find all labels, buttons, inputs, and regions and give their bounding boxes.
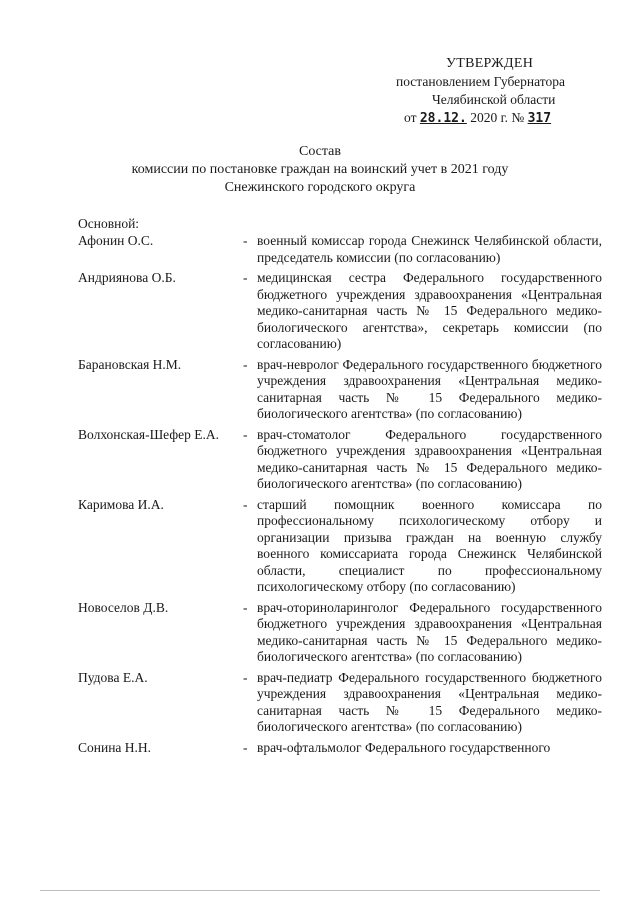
member-role: врач-оториноларинголог Федерального государственного бюджетного учреждения здравоохранения «Центральная медико-санитарная часть № 15 Федерального медико-биологического агентства» (по согласованию) bbox=[257, 599, 602, 664]
member-role: врач-невролог Федерального государственного бюджетного учреждения здравоохранения «Центральная медико-санитарная часть № 15 Федерального медико-биологического агентства» (по согласованию) bbox=[257, 356, 602, 421]
approval-date-line bbox=[396, 109, 606, 128]
member-name: Барановская Н.М. bbox=[78, 356, 182, 372]
heading-subtitle: комиссии по постановке граждан на воинский учет в 2021 году bbox=[131, 162, 509, 177]
member-dash: - bbox=[243, 739, 248, 755]
approval-number: 317 bbox=[527, 111, 552, 126]
approval-line-region: Челябинской области bbox=[432, 92, 556, 107]
heading-title: Состав bbox=[298, 144, 341, 159]
member-dash: - bbox=[243, 599, 248, 615]
member-role: медицинская сестра Федерального государственного бюджетного учреждения здравоохранения «Центральная медико-санитарная часть № 15 Федерального медико-биологического агентства», секретарь комиссии (по согласованию) bbox=[257, 270, 602, 351]
member-name: Сонина Н.Н. bbox=[78, 739, 152, 755]
member-row bbox=[78, 357, 608, 423]
member-name: Волхонская-Шефер Е.А. bbox=[78, 426, 219, 442]
member-name: Пудова Е.А. bbox=[78, 669, 148, 685]
section-label-main: Основной: bbox=[78, 216, 140, 231]
approval-prefix: от bbox=[404, 110, 417, 125]
member-dash: - bbox=[243, 270, 248, 285]
member-row bbox=[78, 740, 608, 757]
member-role: военный комиссар города Снежинск Челябинской области, председатель комиссии (по согласованию) bbox=[257, 233, 602, 265]
member-name: Новоселов Д.В. bbox=[78, 599, 169, 615]
member-row bbox=[78, 497, 608, 596]
member-row bbox=[78, 427, 608, 493]
member-list bbox=[78, 233, 608, 760]
member-role: врач-офтальмолог Федерального государственного bbox=[257, 739, 551, 755]
member-row bbox=[78, 600, 608, 666]
member-dash: - bbox=[243, 233, 248, 248]
member-name: Андриянова О.Б. bbox=[78, 270, 176, 285]
document-heading bbox=[100, 143, 540, 197]
approval-date: 28.12. bbox=[419, 111, 467, 126]
member-dash: - bbox=[243, 669, 248, 685]
member-name: Каримова И.А. bbox=[78, 496, 164, 512]
member-dash: - bbox=[243, 356, 248, 372]
member-role: старший помощник военного комиссара по профессиональному психологическому отбору и организации призыва граждан на военную службу военного комиссариата города Снежинск Челябинской области, специалист по профессиональному психологическому отбору (по согласованию) bbox=[257, 496, 602, 594]
member-name: Афонин О.С. bbox=[78, 233, 154, 248]
page-bottom-rule bbox=[40, 890, 600, 891]
member-dash: - bbox=[243, 426, 248, 442]
approval-title: УТВЕРЖДЕН bbox=[446, 56, 534, 71]
approval-block bbox=[396, 55, 606, 128]
member-row bbox=[78, 670, 608, 736]
member-row bbox=[78, 270, 608, 353]
member-dash: - bbox=[243, 496, 248, 512]
member-role: врач-педиатр Федерального государственного бюджетного учреждения здравоохранения «Центральная медико-санитарная часть № 15 Федерального медико-биологического агентства» (по согласованию) bbox=[257, 669, 602, 734]
member-row bbox=[78, 233, 608, 266]
approval-year: 2020 г. № bbox=[470, 110, 525, 125]
approval-line-resolution: постановлением Губернатора bbox=[396, 74, 565, 89]
heading-district: Снежинского городского округа bbox=[224, 180, 416, 195]
member-role: врач-стоматолог Федерального государственного бюджетного учреждения здравоохранения «Центральная медико-санитарная часть № 15 Федерального медико-биологического агентства» (по согласованию) bbox=[257, 426, 602, 491]
